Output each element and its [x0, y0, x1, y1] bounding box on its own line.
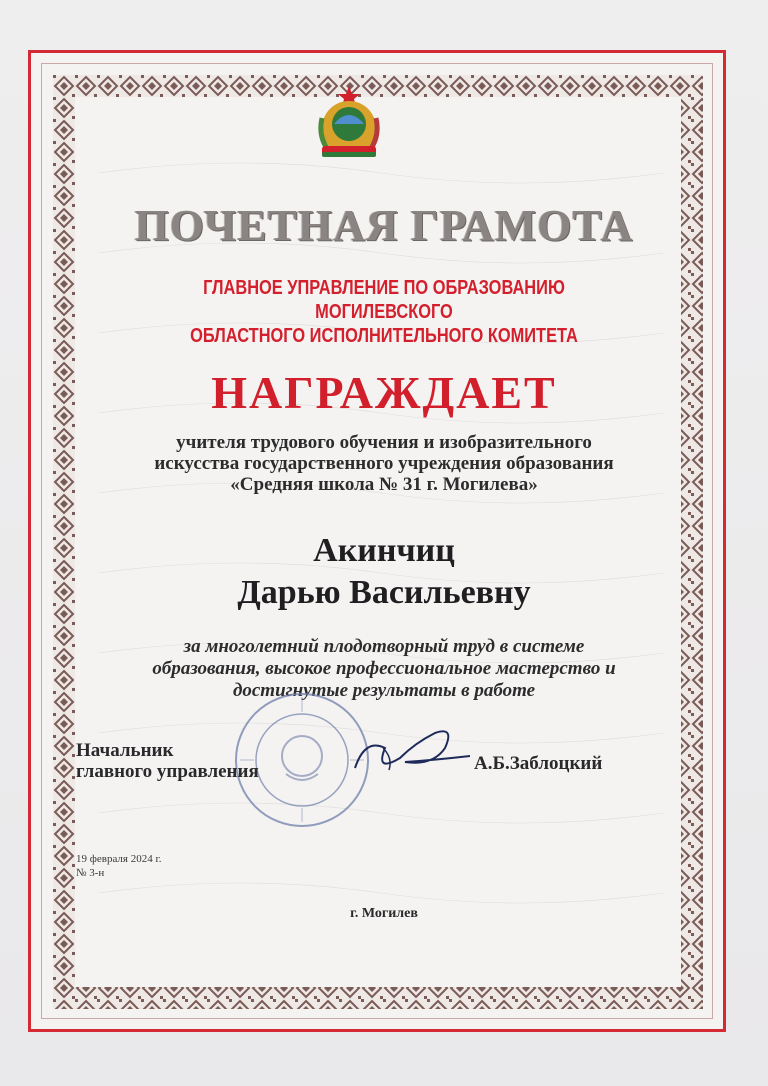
recipient-description-line: искусства государственного учреждения образования [154, 453, 614, 474]
organization-line: ОБЛАСТНОГО ИСПОЛНИТЕЛЬНОГО КОМИТЕТА [190, 325, 578, 347]
issuing-organization [69, 276, 699, 348]
awards-heading: НАГРАЖДАЕТ [211, 367, 557, 418]
recipient-description-line: «Средняя школа № 31 г. Могилева» [230, 474, 538, 495]
signer-title [76, 740, 259, 782]
recipient-name-block [0, 530, 768, 614]
award-reason [0, 636, 768, 702]
belarus-coat-of-arms-icon [308, 84, 390, 166]
organization-line: ГЛАВНОЕ УПРАВЛЕНИЕ ПО ОБРАЗОВАНИЮ [203, 277, 565, 299]
award-reason-line: за многолетний плодотворный труд в системе [183, 636, 585, 657]
handwritten-signature [345, 718, 475, 788]
award-reason-line: достигнутые результаты в работе [232, 680, 536, 701]
issue-date-block [76, 852, 162, 880]
recipient-description [0, 432, 768, 495]
award-reason-line: образования, высокое профессиональное мастерство и [152, 658, 616, 679]
signer-title-line: главного управления [76, 761, 259, 782]
document-number: № 3-н [76, 867, 105, 879]
recipient-surname: Акинчиц [313, 532, 455, 569]
certificate-title: ПОЧЕТНАЯ ГРАМОТА [134, 201, 634, 250]
signer-name: А.Б.Заблоцкий [474, 753, 603, 774]
issue-date: 19 февраля 2024 г. [76, 853, 162, 865]
recipient-given-name: Дарью Васильевну [237, 574, 531, 611]
organization-line: МОГИЛЕВСКОГО [315, 301, 453, 323]
recipient-description-line: учителя трудового обучения и изобразительного [176, 432, 592, 453]
signer-title-line: Начальник [76, 740, 174, 761]
issue-city: г. Могилев [350, 906, 418, 921]
